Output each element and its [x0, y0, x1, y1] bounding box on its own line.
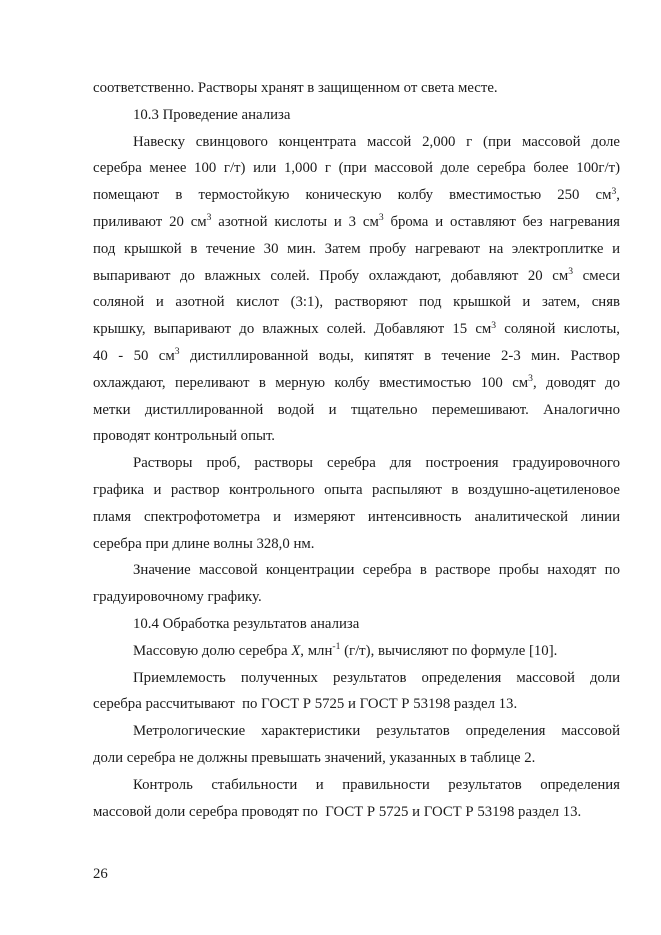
superscript: 3	[528, 373, 533, 385]
paragraph-formula-line: Массовую долю серебра X, млн$^{-1}$ (г/т), вычисляют по формуле [10].	[133, 641, 558, 659]
superscript: 3	[378, 212, 384, 224]
paragraph-sample-procedure-line: охлаждают, переливают в мерную колбу вместимостью 100 $см^3$, доводят до	[93, 373, 620, 391]
paragraph-sample-procedure-line: серебра менее 100 г/т) или 1,000 г (при массовой доле серебра более 100г/т)	[93, 160, 620, 177]
paragraph-sample-procedure-line: метки дистиллированной водой и тщательно перемешивают. Аналогично	[93, 401, 620, 418]
paragraph-sample-procedure-line: Навеску свинцового концентрата массой 2,000 г (при массовой доле	[133, 133, 620, 150]
heading-10-3-line: 10.3 Проведение анализа	[133, 106, 291, 123]
italic-variable: X	[291, 642, 301, 659]
paragraph-metrology-line: доли серебра не должны превышать значений, указанных в таблице 2.	[93, 749, 536, 766]
paragraph-stability-control-line: Контроль стабильности и правильности результатов определения	[133, 776, 620, 793]
paragraph-metrology-line: Метрологические характеристики результатов определения массовой	[133, 723, 620, 740]
paragraph-sample-procedure-line: приливают 20 $см^3$ азотной кислоты и 3 $см^3$ брома и оставляют без нагревания	[93, 212, 620, 230]
paragraph-spectrophotometry-line: Растворы проб, растворы серебра для построения градуировочного	[133, 455, 620, 472]
paragraph-sample-procedure-line: крышку, выпаривают до влажных солей. Добавляют 15 $см^3$ соляной кислоты,	[93, 319, 620, 338]
document-body	[93, 75, 620, 825]
paragraph-spectrophotometry-line: серебра при длине волны 328,0 нм.	[93, 535, 315, 552]
paragraph-spectrophotometry-line: графика и раствор контрольного опыта распыляют в воздушно-ацетиленовое	[93, 481, 620, 498]
superscript: 3	[491, 319, 497, 331]
paragraph-acceptability-line: серебра рассчитывают по ГОСТ Р 5725 и ГОСТ Р 53198 раздел 13.	[93, 696, 518, 713]
paragraph-sample-procedure-line: выпаривают до влажных солей. Пробу охлаждают, добавляют 20 $см^3$ смеси	[93, 266, 620, 284]
paragraph-calibration-graph-line: градуировочному графику.	[93, 589, 262, 606]
superscript: 3	[174, 346, 180, 358]
superscript: -1	[332, 641, 341, 653]
superscript: 3	[568, 266, 574, 278]
paragraph-acceptability-line: Приемлемость полученных результатов определения массовой доли	[133, 669, 620, 686]
paragraph-sample-procedure-line: помещают в термостойкую коническую колбу вместимостью 250 $см^3$,	[93, 185, 620, 204]
paragraph-calibration-graph-line: Значение массовой концентрации серебра в растворе пробы находят по	[133, 562, 620, 579]
paragraph-sample-procedure-line: под крышкой в течение 30 мин. Затем пробу нагревают на электроплитке и	[93, 240, 620, 257]
superscript: 3	[206, 212, 212, 224]
heading-10-4-line: 10.4 Обработка результатов анализа	[133, 615, 360, 632]
paragraph-sample-procedure-line: 40 - 50 $см^3$ дистиллированной воды, кипятят в течение 2-3 мин. Раствор	[93, 346, 620, 364]
superscript: 3	[611, 185, 617, 197]
paragraph-spectrophotometry-line: пламя спектрофотометра и измеряют интенсивность аналитической линии	[93, 508, 620, 525]
paragraph-stability-control-line: массовой доли серебра проводят по ГОСТ Р 5725 и ГОСТ Р 53198 раздел 13.	[93, 803, 582, 820]
continuation-paragraph-line: соответственно. Растворы хранят в защищенном от света месте.	[93, 80, 498, 96]
page-number: 26	[93, 866, 108, 882]
paragraph-sample-procedure-line: проводят контрольный опыт.	[93, 428, 275, 445]
paragraph-sample-procedure-line: соляной и азотной кислот (3:1), растворяют под крышкой и затем, сняв	[93, 294, 620, 311]
